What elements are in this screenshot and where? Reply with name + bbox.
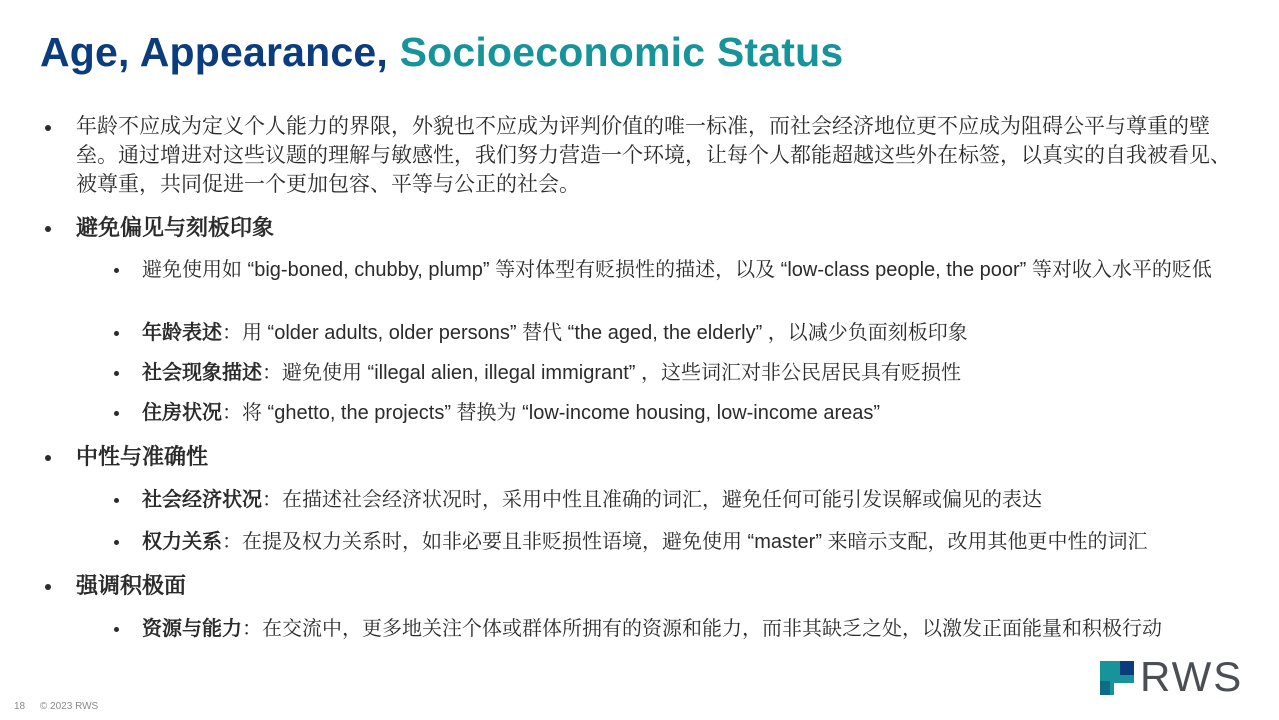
bullet-dot	[45, 226, 51, 232]
list-item-label: 住房状况	[142, 402, 222, 424]
sub-bullet-dot	[114, 498, 119, 503]
bullet-dot	[45, 455, 51, 461]
list-item-label: 资源与能力	[142, 618, 242, 640]
sub-bullet-dot	[114, 268, 119, 273]
list-item-label: 社会经济状况	[142, 489, 262, 511]
section-heading-neutrality: 中性与准确性	[76, 444, 209, 469]
list-item	[142, 530, 1244, 555]
list-item	[142, 401, 1244, 426]
list-item-text: 避免使用如 “big-boned, chubby, plump” 等对体型有贬损性的描述，以及 “low-class people, the poor” 等对收入水平的贬低	[142, 259, 1212, 281]
sub-bullet-dot	[114, 627, 119, 632]
section-heading-bias: 避免偏见与刻板印象	[76, 215, 275, 240]
slide-title-part2: Socioeconomic Status	[399, 29, 844, 75]
list-item-text: ：将 “ghetto, the projects” 替换为 “low-income housing, low-income areas”	[222, 402, 881, 424]
slide-title-part1: Age, Appearance,	[40, 29, 400, 75]
list-item	[142, 488, 1244, 513]
list-item-label: 年龄表述	[142, 322, 222, 344]
copyright: © 2023 RWS	[39, 701, 99, 712]
list-item	[142, 617, 1244, 642]
list-item-text: ：在描述社会经济状况时，采用中性且准确的词汇，避免任何可能引发误解或偏见的表达	[262, 489, 1042, 511]
sub-bullet-dot	[114, 331, 119, 336]
list-item-label: 权力关系	[142, 531, 222, 553]
slide-footer	[14, 701, 98, 712]
bullet-dot	[45, 125, 51, 131]
intro-paragraph: 年龄不应成为定义个人能力的界限，外貌也不应成为评判价值的唯一标准，而社会经济地位更不应成为阻碍公平与尊重的壁垒。通过增进对这些议题的理解与敏感性，我们努力营造一个环境，让每个人都能超越这些外在标签，以真实的自我被看见、被尊重，共同促进一个更加包容、平等与公正的社会。	[76, 115, 1231, 196]
bullet-dot	[45, 584, 51, 590]
list-item	[142, 361, 1244, 386]
list-item	[142, 258, 1244, 283]
page-number: 18	[14, 701, 26, 712]
list-item-label: 社会现象描述	[142, 362, 262, 384]
sub-bullet-dot	[114, 540, 119, 545]
list-item-text: ：在提及权力关系时，如非必要且非贬损性语境，避免使用 “master” 来暗示支配，改用其他更中性的词汇	[222, 531, 1148, 553]
rws-logo-text: RWS	[1140, 653, 1244, 700]
list-item-text: ：在交流中，更多地关注个体或群体所拥有的资源和能力，而非其缺乏之处，以激发正面能量和积极行动	[242, 618, 1162, 640]
section-heading-positive: 强调积极面	[76, 573, 187, 598]
sub-bullet-dot	[114, 411, 119, 416]
sub-bullet-dot	[114, 371, 119, 376]
list-item-text: ：用 “older adults, older persons” 替代 “the aged, the elderly” ，以减少负面刻板印象	[222, 322, 968, 344]
slide-title	[40, 24, 843, 80]
list-item-text: ：避免使用 “illegal alien, illegal immigrant” ，这些词汇对非公民居民具有贬损性	[262, 362, 961, 384]
list-item	[142, 321, 1244, 346]
rws-logo-icon	[1100, 660, 1134, 696]
